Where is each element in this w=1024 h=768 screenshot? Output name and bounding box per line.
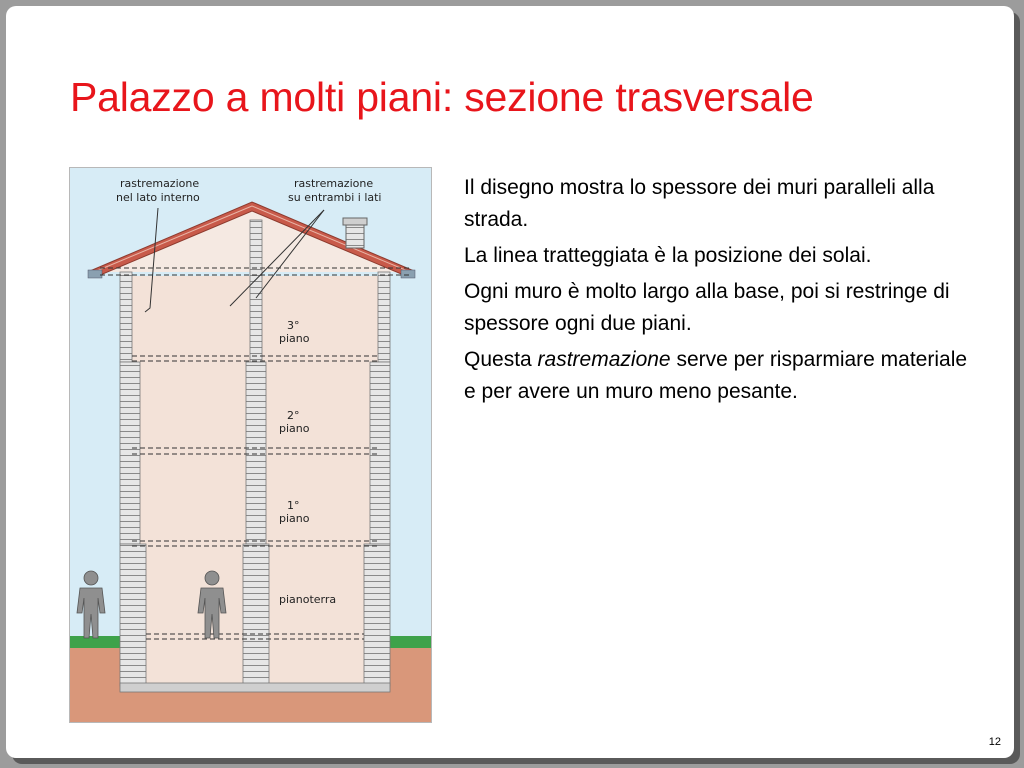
left-wall-lower <box>120 544 146 686</box>
label-left-line2: nel lato interno <box>116 191 200 204</box>
floor-2-word: piano <box>279 422 310 435</box>
gutter-right <box>401 270 415 278</box>
slide <box>6 6 1014 758</box>
slide-title: Palazzo a molti piani: sezione trasversale <box>70 74 814 120</box>
label-right-line1: rastremazione <box>294 177 374 190</box>
right-wall-upper <box>378 272 390 362</box>
center-wall-middle <box>246 362 266 544</box>
gutter-left <box>88 270 102 278</box>
paragraph-2: La linea tratteggiata è la posizione dei solai. <box>464 244 872 267</box>
floor-2-number: 2° <box>287 409 300 422</box>
paragraph-4-italic: rastremazione <box>537 348 671 371</box>
building-cross-section-figure <box>69 167 432 723</box>
foundation-slab <box>120 683 390 692</box>
floor-3-number: 3° <box>287 319 300 332</box>
label-right-line2: su entrambi i lati <box>288 191 382 204</box>
ground-floor-label: pianoterra <box>279 593 337 606</box>
floor-3-word: piano <box>279 332 310 345</box>
right-wall-middle <box>370 362 390 544</box>
left-wall-middle <box>120 362 140 544</box>
paragraph-1: Il disegno mostra lo spessore dei muri paralleli alla strada. <box>464 176 935 231</box>
left-wall-upper <box>120 272 132 362</box>
body-text <box>464 172 984 412</box>
paragraph-4-after: serve per risparmiare materiale e per avere un muro meno pesante. <box>464 348 968 403</box>
floor-1-number: 1° <box>287 499 300 512</box>
label-left-line1: rastremazione <box>120 177 200 190</box>
chimney <box>346 224 364 248</box>
floor-1-word: piano <box>279 512 310 525</box>
center-wall-lower <box>243 544 269 686</box>
paragraph-4-before: Questa <box>464 348 538 371</box>
center-wall-upper <box>250 220 262 362</box>
page-number: 12 <box>988 736 1001 748</box>
paragraph-3: Ogni muro è molto largo alla base, poi si restringe di spessore ogni due piani. <box>464 280 950 335</box>
paragraph-4 <box>464 344 984 408</box>
right-wall-lower <box>364 544 390 686</box>
